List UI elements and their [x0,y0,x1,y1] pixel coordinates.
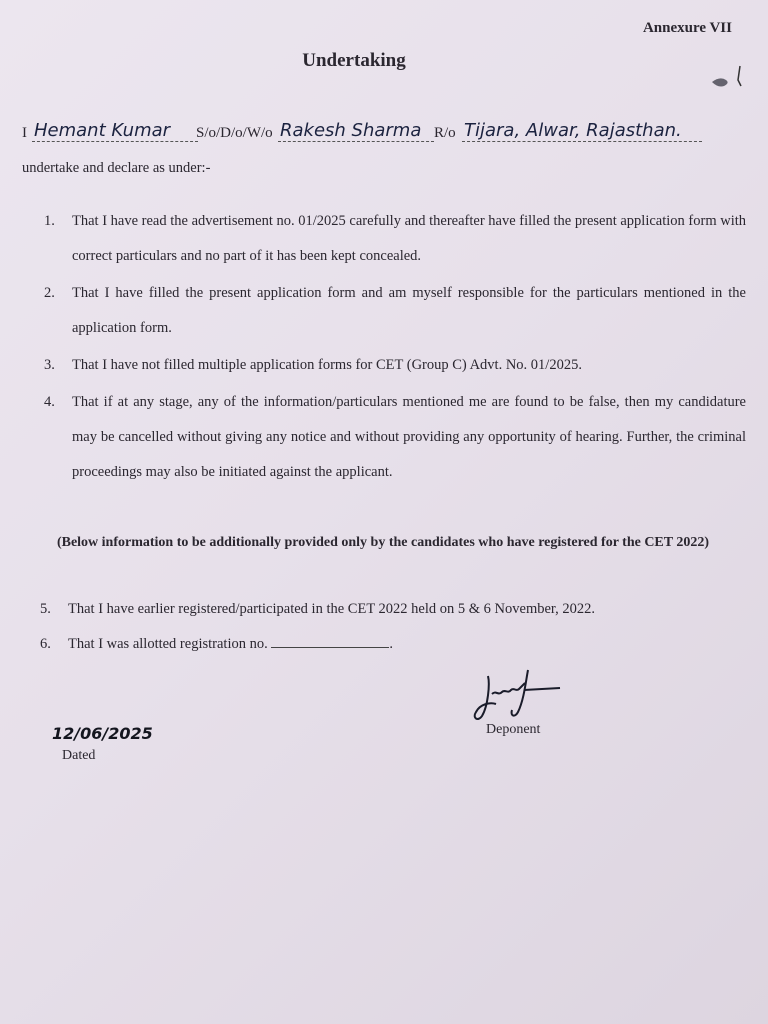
declaration-prefix: I [22,125,27,141]
point-text: That I have read the advertisement no. 01/2025 carefully and thereafter have filled the present application form with correct particulars and no part of it has been kept concealed. [72,213,746,264]
dated-label: Dated [62,748,96,763]
point-text: That I have not filled multiple application forms for CET (Group C) Advt. No. 01/2025. [72,357,582,373]
registration-number-blank [271,635,389,648]
residence-label: R/o [434,125,456,141]
point-item [44,385,746,490]
name-field: Hemant Kumar [32,121,198,142]
annexure-label: Annexure VII [642,20,732,36]
point-number: 5. [40,601,51,617]
relation-label: S/o/D/o/W/o [196,125,273,141]
point-item [44,348,746,383]
additional-info-note: (Below information to be additionally provided only by the candidates who have registered for the CET 2022) [56,535,710,550]
point-number: 1. [44,213,55,229]
point-number: 6. [40,636,51,652]
point-number: 2. [44,285,55,301]
point-item [44,204,746,274]
point-number: 3. [44,357,55,373]
handwritten-date: 12/06/2025 [52,724,153,743]
deponent-label: Deponent [486,722,541,737]
parent-name-field: Rakesh Sharma [278,121,434,142]
point-item [40,627,668,662]
point-item [40,592,668,627]
point-number: 4. [44,394,55,410]
undertaking-points [44,204,746,490]
additional-points [40,592,668,662]
ink-mark [706,64,746,94]
point-item [44,276,746,346]
point-text: That I was allotted registration no. [68,636,268,652]
point-text: That I have earlier registered/participated in the CET 2022 held on 5 & 6 November, 2022. [68,601,596,617]
residence-field: Tijara, Alwar, Rajasthan. [462,121,702,142]
declaration-continuation: undertake and declare as under:- [22,160,211,176]
point-text: That if at any stage, any of the information/particulars mentioned me are found to be false, then my candidature may be cancelled without giving any notice and without providing any opportunity of hearing. Further, the criminal proceedings may also be initiated against the applicant. [72,394,746,480]
point-text: That I have filled the present application form and am myself responsible for the particulars mentioned in the application form. [72,285,746,336]
page-title: Undertaking [302,50,406,71]
point-suffix: . [389,636,393,652]
declaration-line [22,118,712,146]
